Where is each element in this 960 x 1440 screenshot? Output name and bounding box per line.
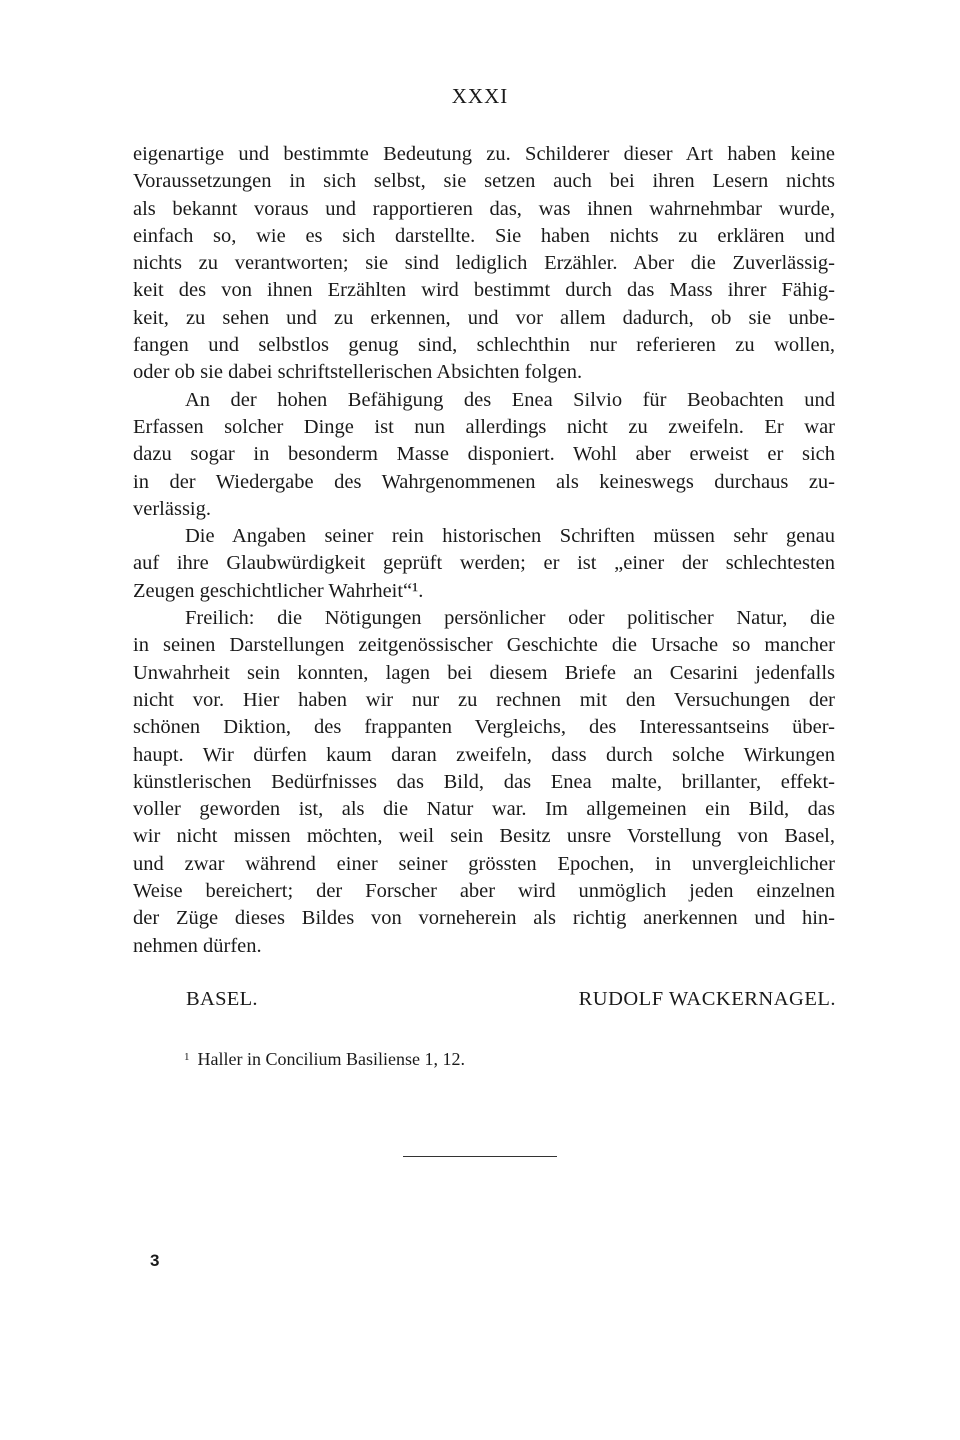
text-line: verlässig. [133, 497, 211, 520]
text-line: Erfassen solcher Dinge ist nun allerdings nicht zu zweifeln. Er war [133, 415, 835, 438]
text-line: An der hohen Befähigung des Enea Silvio für Beobachten und [185, 388, 835, 411]
signature-author: RUDOLF WACKERNAGEL. [578, 988, 836, 1010]
text-line: oder ob sie dabei schriftstellerischen Absichten folgen. [133, 361, 583, 384]
text-line: nichts zu verantworten; sie sind lediglich Erzähler. Aber die Zuverlässig- [133, 252, 835, 275]
text-line: keit des von ihnen Erzählten wird bestimmt durch das Mass ihrer Fähig- [133, 279, 835, 302]
signature-place: BASEL. [186, 988, 258, 1010]
text-line: und zwar während einer seiner grössten Epochen, in unvergleichlicher [133, 852, 835, 875]
text-line: auf ihre Glaubwürdigkeit geprüft werden; er ist „einer der schlechtesten [133, 552, 835, 575]
text-line: Weise bereichert; der Forscher aber wird unmöglich jeden einzelnen [133, 880, 835, 903]
footnote-text: Haller in Concilium Basiliense 1, 12. [197, 1049, 465, 1069]
text-line: nicht vor. Hier haben wir nur zu rechnen mit den Versuchungen der [133, 688, 835, 711]
text-line: Die Angaben seiner rein historischen Schriften müssen sehr genau [185, 525, 835, 548]
text-line: Unwahrheit sein konnten, lagen bei diesem Briefe an Cesarini jedenfalls [133, 661, 835, 684]
text-line: der Züge dieses Bildes von vorneherein als richtig anerkennen und hin- [133, 907, 835, 930]
text-line: als bekannt voraus und rapportieren das, was ihnen wahrnehmbar wurde, [133, 197, 835, 220]
text-line: Freilich: die Nötigungen persönlicher oder politischer Natur, die [185, 607, 835, 630]
text-line: in der Wiedergabe des Wahrgenommenen als keineswegs durchaus zu- [133, 470, 835, 493]
body-text [133, 141, 835, 960]
footnote [184, 1049, 465, 1070]
text-line: nehmen dürfen. [133, 934, 262, 957]
footnote-marker: 1 [184, 1051, 190, 1063]
text-line: voller geworden ist, als die Natur war. Im allgemeinen ein Bild, das [133, 798, 835, 821]
text-line: eigenartige und bestimmte Bedeutung zu. Schilderer dieser Art haben keine [133, 143, 835, 165]
text-line: in seinen Darstellungen zeitgenössischer Geschichte die Ursache so mancher [133, 634, 835, 657]
horizontal-rule [403, 1156, 557, 1157]
text-line: haupt. Wir dürfen kaum daran zweifeln, dass durch solche Wirkungen [133, 743, 835, 766]
text-line: schönen Diktion, des frappanten Vergleichs, des Interessantseins über- [133, 716, 835, 739]
text-line: einfach so, wie es sich darstellte. Sie haben nichts zu erklären und [133, 224, 835, 247]
printer-signature-mark: 3 [150, 1251, 160, 1270]
text-line: künstlerischen Bedürfnisses das Bild, das Enea malte, brillanter, effekt- [133, 770, 835, 793]
text-line: Zeugen geschichtlicher Wahrheit“¹. [133, 579, 424, 602]
text-line: dazu sogar in besonderm Masse disponiert. Wohl aber erweist er sich [133, 443, 835, 466]
text-line: Voraussetzungen in sich selbst, sie setzen auch bei ihren Lesern nichts [133, 170, 835, 193]
text-line: keit, zu sehen und zu erkennen, und vor allem dadurch, ob sie unbe- [133, 306, 835, 329]
text-line: fangen und selbstlos genug sind, schlechthin nur referieren zu wollen, [133, 334, 835, 357]
text-line: wir nicht missen möchten, weil sein Besitz unsre Vorstellung von Basel, [133, 825, 835, 848]
page-number: XXXI [451, 84, 509, 108]
